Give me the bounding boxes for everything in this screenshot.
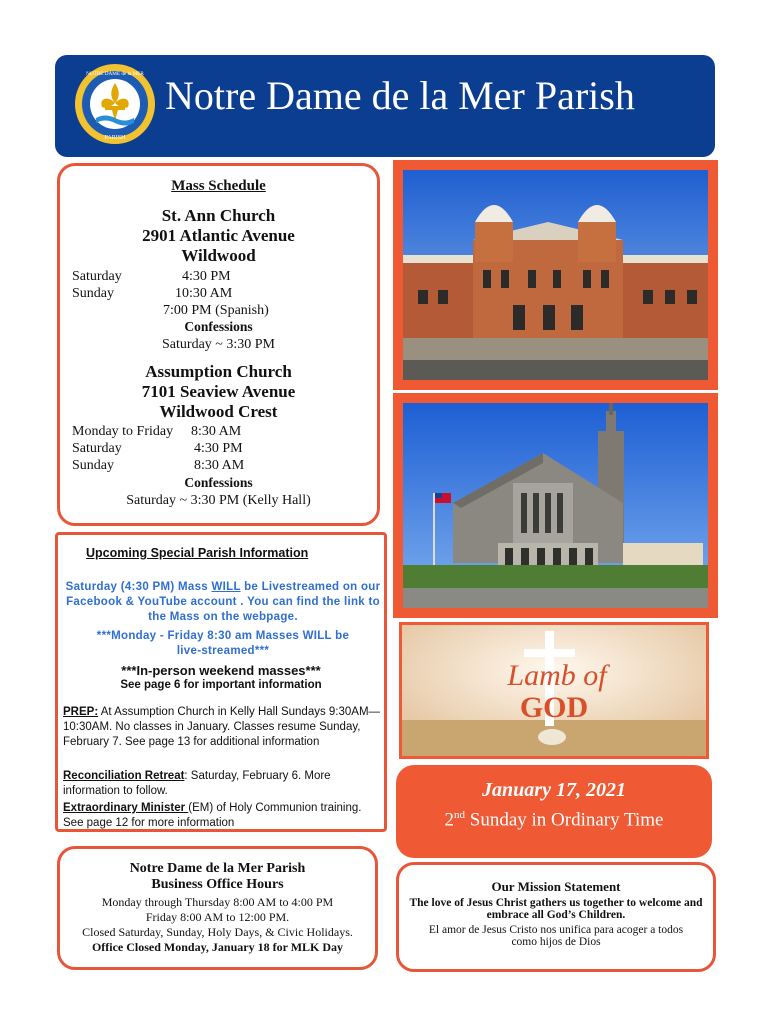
st-ann-sun-time1: 10:30 AM bbox=[175, 286, 233, 301]
office-line-4: Office Closed Monday, January 18 for MLK Day bbox=[91, 940, 344, 954]
st-ann-name: St. Ann Church bbox=[161, 206, 276, 225]
parish-info-box bbox=[55, 532, 387, 832]
assumption-sun-day: Sunday bbox=[72, 458, 114, 473]
assumption-sat-time: 4:30 PM bbox=[194, 441, 243, 456]
assumption-church-photo bbox=[393, 393, 718, 618]
page-title: Notre Dame de la Mer Parish bbox=[165, 73, 635, 118]
st-ann-sat-time: 4:30 PM bbox=[182, 269, 231, 284]
reconciliation-notice: Reconciliation Retreat: Saturday, February 6. More information to follow. bbox=[63, 770, 331, 797]
assumption-sat-day: Saturday bbox=[72, 441, 122, 456]
date-box bbox=[396, 765, 712, 858]
st-ann-church-photo bbox=[393, 160, 718, 390]
assumption-mf-time: 8:30 AM bbox=[191, 424, 242, 439]
prep-notice: PREP: At Assumption Church in Kelly Hall Sundays 9:30AM—10:30AM. No classes in January. Classes resume Sunday, February 7. See page 13 for additional information bbox=[63, 706, 381, 748]
mission-title: Our Mission Statement bbox=[491, 879, 621, 894]
st-ann-block bbox=[60, 206, 377, 266]
in-person-masses: ***In-person weekend masses*** bbox=[121, 663, 321, 678]
extraordinary-minister-notice: Extraordinary Minister (EM) of Holy Communion training. See page 12 for more information bbox=[63, 802, 362, 829]
st-ann-town: Wildwood bbox=[181, 246, 256, 265]
mission-box bbox=[396, 862, 716, 972]
st-ann-address: 2901 Atlantic Avenue bbox=[142, 226, 295, 245]
lamb-of-god-image bbox=[402, 625, 706, 756]
st-ann-sun-day: Sunday bbox=[72, 286, 114, 301]
office-line-2: Friday 8:00 AM to 12:00 PM. bbox=[145, 910, 290, 924]
assumption-photo-frame bbox=[393, 393, 718, 618]
office-hours-box bbox=[57, 846, 378, 970]
assumption-name: Assumption Church bbox=[145, 362, 292, 381]
mass-schedule-box bbox=[57, 163, 380, 526]
st-ann-sun-time2: 7:00 PM (Spanish) bbox=[163, 303, 269, 318]
office-line-3: Closed Saturday, Sunday, Holy Days, & Civic Holidays. bbox=[82, 925, 353, 939]
mission-english: The love of Jesus Christ gathers us together to welcome and embrace all God’s Children. bbox=[409, 897, 703, 921]
svg-text:NOTRE DAME de la MER: NOTRE DAME de la MER bbox=[86, 71, 144, 77]
mission-spanish: El amor de Jesus Cristo nos unifica para acoger a todos como hijos de Dios bbox=[428, 924, 684, 948]
st-ann-photo-frame bbox=[393, 160, 718, 390]
assumption-confessions-time: Saturday ~ 3:30 PM (Kelly Hall) bbox=[126, 493, 311, 508]
office-title-1: Notre Dame de la Mer Parish bbox=[129, 861, 306, 876]
liturgical-sunday: 2nd Sunday in Ordinary Time bbox=[444, 809, 664, 831]
parish-info-title: Upcoming Special Parish Information bbox=[86, 546, 309, 560]
assumption-block bbox=[60, 362, 377, 422]
lamb-of-text: Lamb of bbox=[507, 659, 607, 692]
weekday-livestream-notice: ***Monday - Friday 8:30 am Masses WILL be live-streamed*** bbox=[96, 630, 350, 657]
parish-logo bbox=[74, 63, 156, 145]
assumption-town: Wildwood Crest bbox=[159, 402, 278, 421]
office-line-1: Monday through Thursday 8:00 AM to 4:00 PM bbox=[101, 895, 334, 909]
st-ann-confessions-label: Confessions bbox=[184, 319, 253, 334]
date-text: January 17, 2021 bbox=[482, 779, 626, 801]
st-ann-sat-day: Saturday bbox=[72, 269, 122, 284]
st-ann-confessions-time: Saturday ~ 3:30 PM bbox=[162, 337, 275, 352]
assumption-confessions-label: Confessions bbox=[184, 475, 253, 490]
assumption-mf-day: Monday to Friday bbox=[72, 424, 174, 439]
assumption-address: 7101 Seaview Avenue bbox=[141, 382, 296, 401]
god-text: GOD bbox=[519, 691, 589, 724]
see-page-6: See page 6 for important information bbox=[120, 679, 322, 691]
svg-text:PARISH: PARISH bbox=[104, 135, 126, 141]
mass-schedule-title: Mass Schedule bbox=[171, 178, 266, 194]
assumption-sun-time: 8:30 AM bbox=[194, 458, 245, 473]
office-title-2: Business Office Hours bbox=[151, 877, 284, 892]
livestream-notice: Saturday (4:30 PM) Mass WILL be Livestreamed on our Facebook & YouTube account . You can find the link to the Mass on the webpage. bbox=[65, 581, 381, 623]
lamb-of-god-banner bbox=[399, 622, 709, 759]
